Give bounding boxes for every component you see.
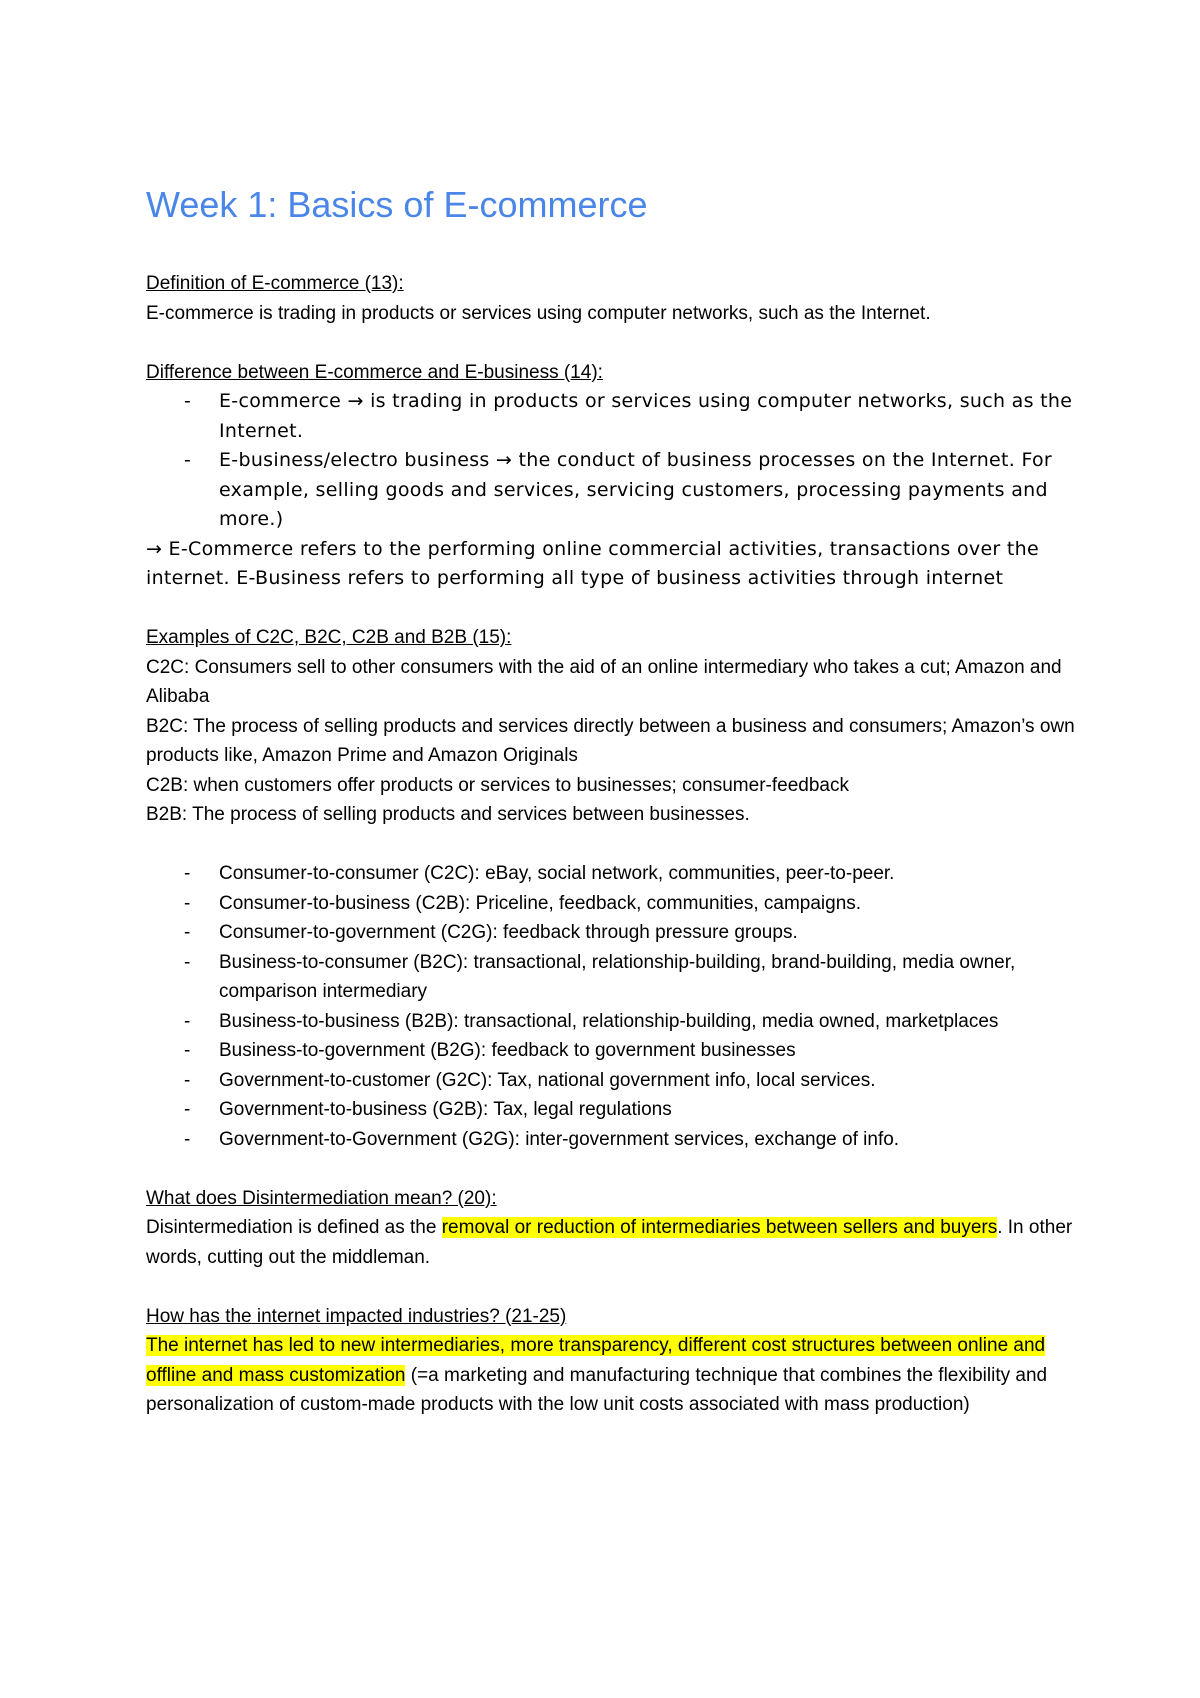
list-item: - Government-to-customer (G2C): Tax, national government info, local services. <box>146 1066 1076 1096</box>
disintermediation-text-before: Disintermediation is defined as the <box>146 1217 442 1238</box>
list-item: - Business-to-business (B2B): transactional, relationship-building, media owned, marketplaces <box>146 1007 1076 1037</box>
section-impact <box>146 1302 1076 1420</box>
definition-heading: Definition of E-commerce (13): <box>146 273 404 294</box>
list-item: - Consumer-to-business (C2B): Priceline, feedback, communities, campaigns. <box>146 889 1076 919</box>
example-line-b2c: B2C: The process of selling products and services directly between a business and consumers; Amazon’s own products like, Amazon Prime and Amazon Originals <box>146 715 1075 766</box>
list-item: - Government-to-Government (G2G): inter-government services, exchange of info. <box>146 1125 1076 1155</box>
section-difference <box>146 358 1076 594</box>
spacer <box>146 594 1076 624</box>
list-item: - Government-to-business (G2B): Tax, legal regulations <box>146 1095 1076 1125</box>
list-item: - E-business/electro business → the conduct of business processes on the Internet. For example, selling goods and services, servicing customers, processing payments and more.) <box>146 446 1076 535</box>
impact-text-after: (=a marketing and manufacturing technique that combines the flexibility and personalization of custom-made products with the low unit costs associated with mass production) <box>146 1364 1048 1415</box>
list-item: - Consumer-to-government (C2G): feedback through pressure groups. <box>146 918 1076 948</box>
section-examples <box>146 623 1076 1154</box>
difference-heading: Difference between E-commerce and E-business (14): <box>146 361 603 383</box>
list-item: - Consumer-to-consumer (C2C): eBay, social network, communities, peer-to-peer. <box>146 859 1076 889</box>
spacer <box>146 1154 1076 1184</box>
impact-body <box>146 1331 1076 1420</box>
list-item: - E-commerce → is trading in products or services using computer networks, such as the Internet. <box>146 387 1076 446</box>
spacer <box>146 1272 1076 1302</box>
spacer <box>146 328 1076 358</box>
difference-list <box>146 387 1076 535</box>
examples-heading: Examples of C2C, B2C, C2B and B2B (15): <box>146 627 512 648</box>
document-page <box>146 183 1076 1420</box>
disintermediation-body <box>146 1213 1076 1272</box>
highlighted-text: The internet has led to new intermediaries, more transparency, different cost structures between online and offline and mass customization <box>146 1335 1046 1386</box>
example-line-c2c: C2C: Consumers sell to other consumers with the aid of an online intermediary who takes a cut; Amazon and Alibaba <box>146 656 1062 707</box>
document-title: Week 1: Basics of E-commerce <box>146 184 648 225</box>
highlighted-text: removal or reduction of intermediaries between sellers and buyers <box>441 1217 998 1238</box>
impact-heading: How has the internet impacted industries? (21-25) <box>146 1305 567 1327</box>
disintermediation-text-after: . In other words, cutting out the middleman. <box>146 1217 1073 1268</box>
example-line-c2b: C2B: when customers offer products or services to businesses; consumer-feedback <box>146 774 849 796</box>
difference-conclusion: → E-Commerce refers to the performing online commercial activities, transactions over the internet. E-Business refers to performing all type of business activities through internet <box>146 537 1039 589</box>
list-item: - Business-to-consumer (B2C): transactional, relationship-building, brand-building, media owner, comparison intermediary <box>146 948 1076 1007</box>
list-item: - Business-to-government (B2G): feedback to government businesses <box>146 1036 1076 1066</box>
spacer <box>146 830 1076 860</box>
section-disintermediation <box>146 1184 1076 1273</box>
definition-body: E-commerce is trading in products or services using computer networks, such as the Internet. <box>146 302 931 324</box>
example-line-b2b: B2B: The process of selling products and services between businesses. <box>146 804 750 825</box>
section-definition <box>146 269 1076 328</box>
examples-list <box>146 859 1076 1154</box>
disintermediation-heading: What does Disintermediation mean? (20): <box>146 1187 497 1209</box>
